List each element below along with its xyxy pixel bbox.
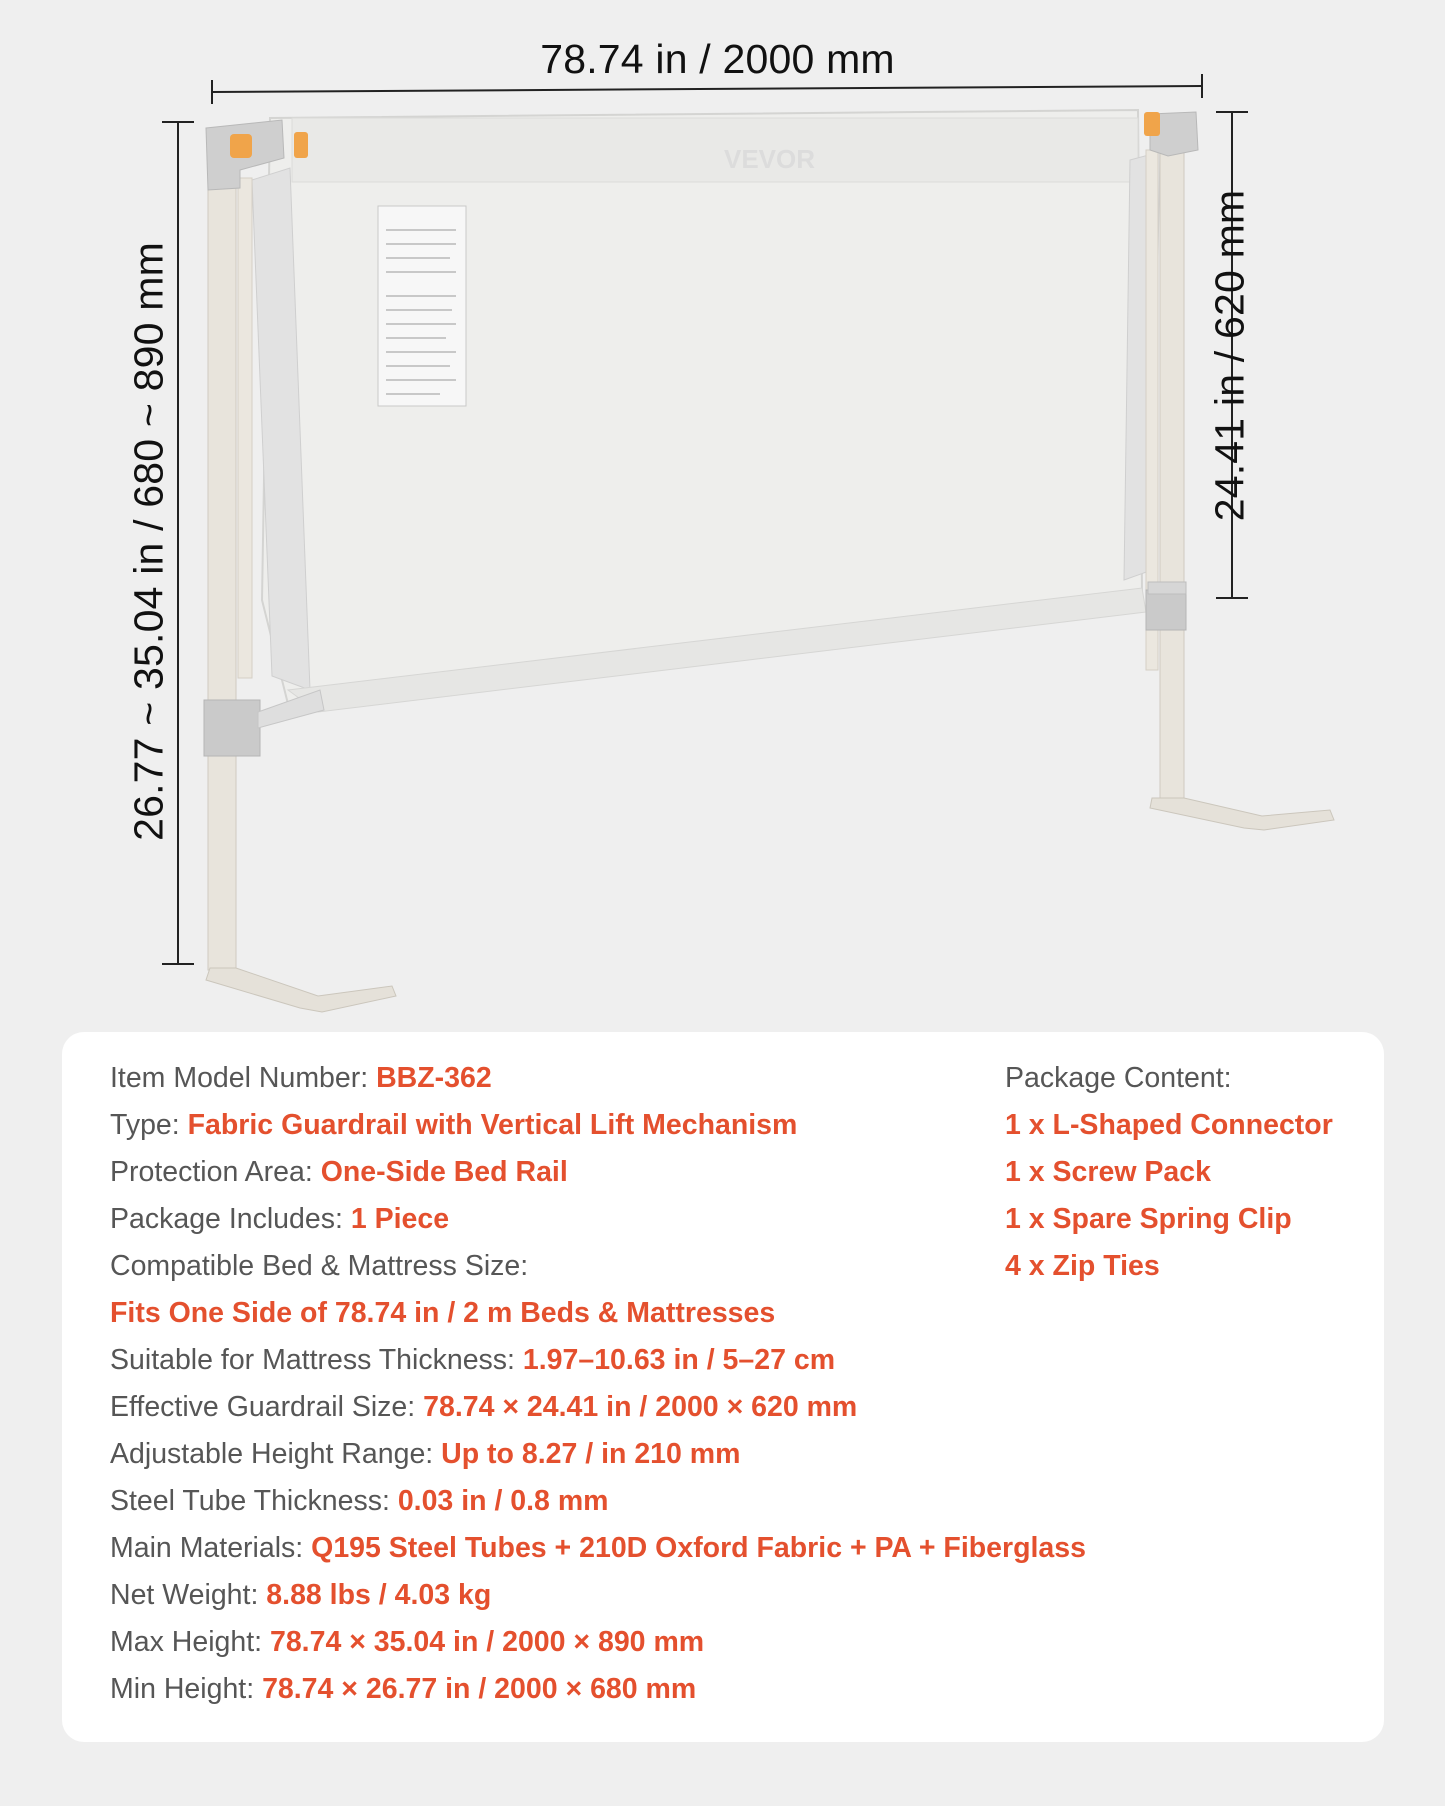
guardrail-height-dimension-label: 24.41 in / 620 mm (1206, 189, 1253, 522)
spec-item-height-range: Adjustable Height Range: Up to 8.27 / in 210 mm (110, 1438, 741, 1470)
spec-item-min-height: Min Height: 78.74 × 26.77 in / 2000 × 680 mm (110, 1673, 697, 1705)
package-item: 4 x Zip Ties (1005, 1250, 1160, 1282)
spec-item-max-height: Max Height: 78.74 × 35.04 in / 2000 × 890 mm (110, 1626, 705, 1658)
spec-item-mattress-thickness: Suitable for Mattress Thickness: 1.97–10.63 in / 5–27 cm (110, 1344, 836, 1376)
spec-item-protection-area: Protection Area: One-Side Bed Rail (110, 1156, 568, 1188)
spec-card (62, 1032, 1384, 1742)
spec-item-materials: Main Materials: Q195 Steel Tubes + 210D Oxford Fabric + PA + Fiberglass (110, 1532, 1086, 1564)
spec-item-guardrail-size: Effective Guardrail Size: 78.74 × 24.41 in / 2000 × 620 mm (110, 1391, 858, 1423)
spec-item-package-includes: Package Includes: 1 Piece (110, 1203, 450, 1235)
spec-item-compatible-size-value: Fits One Side of 78.74 in / 2 m Beds & Mattresses (110, 1297, 776, 1329)
total-height-dimension-label: 26.77 ~ 35.04 in / 680 ~ 890 mm (125, 242, 172, 841)
spec-item-compatible-size-label: Compatible Bed & Mattress Size: (110, 1250, 529, 1282)
spec-item-net-weight: Net Weight: 8.88 lbs / 4.03 kg (110, 1579, 492, 1611)
spec-item-model-number: Item Model Number: BBZ-362 (110, 1062, 492, 1094)
package-item: 1 x Spare Spring Clip (1005, 1203, 1292, 1235)
width-dimension-label: 78.74 in / 2000 mm (540, 36, 895, 82)
fabric-brand-logo: VEVOR (724, 144, 816, 174)
package-item: 1 x L-Shaped Connector (1005, 1109, 1333, 1141)
package-heading: Package Content: (1005, 1062, 1232, 1094)
package-item: 1 x Screw Pack (1005, 1156, 1211, 1188)
spec-item-tube-thickness: Steel Tube Thickness: 0.03 in / 0.8 mm (110, 1485, 609, 1517)
fabric-panel (252, 110, 1160, 712)
spec-item-type: Type: Fabric Guardrail with Vertical Lift Mechanism (110, 1109, 798, 1141)
